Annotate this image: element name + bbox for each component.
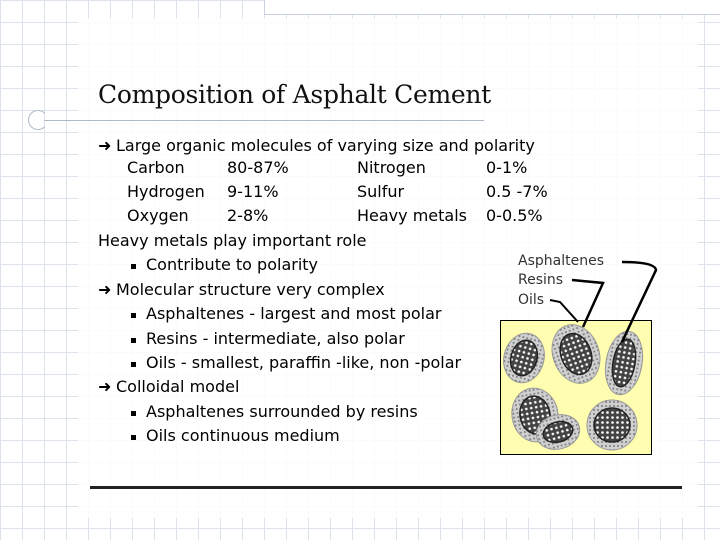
comp-range2: 0.5 -7% [486,182,548,201]
leader-line-oils [550,300,578,322]
comp-element2: Nitrogen [357,158,426,177]
sub-bullet-text: Asphaltenes surrounded by resins [146,402,418,421]
bullet-intro-text: Large organic molecules of varying size and polarity [116,136,535,155]
particle [587,400,637,450]
comp-range2: 0-1% [486,158,528,177]
label-resins: Resins [518,272,564,288]
comp-range2: 0-0.5% [486,206,543,225]
sub-bullet-text: Contribute to polarity [146,255,319,274]
particle [544,318,608,390]
comp-range: 2-8% [227,206,269,225]
bullet-colloidal-text: Colloidal model [116,377,240,396]
comp-element: Oxygen [127,206,189,225]
comp-range: 9-11% [227,182,279,201]
sub-bullet-text: Asphaltenes - largest and most polar [146,304,442,323]
label-oils: Oils [518,292,545,308]
heavy-metals-note: Heavy metals play important role [98,231,367,250]
sub-bullet-text: Oils - smallest, paraffin -like, non -polar [146,353,462,372]
particle [498,329,550,388]
right-arrow-icon: ➜ [98,136,112,155]
leader-line-asphaltenes [622,262,656,342]
slide-title: Composition of Asphalt Cement [98,80,491,109]
comp-element: Carbon [127,158,185,177]
comp-element: Hydrogen [127,182,205,201]
right-arrow-icon: ➜ [98,377,112,396]
sub-bullet-text: Resins - intermediate, also polar [146,329,405,348]
comp-element2: Heavy metals [357,206,467,225]
comp-element2: Sulfur [357,182,405,201]
label-asphaltenes: Asphaltenes [518,253,604,269]
right-arrow-icon: ➜ [98,280,112,299]
comp-range: 80-87% [227,158,289,177]
sub-bullet-text: Oils continuous medium [146,426,340,445]
bullet-molecular-text: Molecular structure very complex [116,280,385,299]
bottom-rule [90,486,682,489]
